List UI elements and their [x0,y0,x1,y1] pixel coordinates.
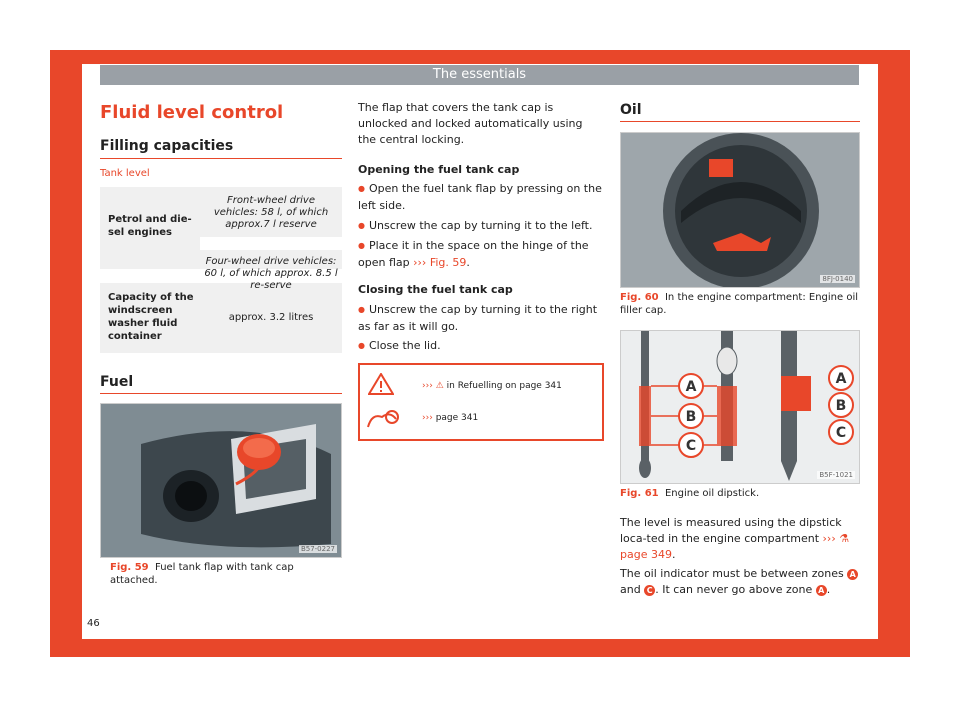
list-item: ● Open the fuel tank flap by pressing on the left side. [358,181,602,214]
warning-ref[interactable]: ››› ⚠ in Refuelling on page 341 [422,381,562,391]
mark-a: A [685,379,697,395]
warning-icon [368,373,394,395]
oil-cap-illustration [621,133,859,287]
dipstick-figure [620,330,860,484]
figure-label: Fig. 60 [620,292,659,303]
mark-b: B [835,398,847,414]
cell-value: Front-wheel drive vehicles: 58 l, of which approx.7 l reserve [213,195,329,230]
intro-paragraph: The flap that covers the tank cap is unlocked and locked automatically using the central locking. [358,101,583,146]
figure-caption [110,561,342,587]
row-label: Petrol and die-sel engines [108,214,192,238]
cell-value: Four-wheel drive vehicles: 60 l, of which approx. 8.5 l re-serve [204,256,338,291]
divider [100,158,342,159]
dipstick-paragraph: The level is measured using the dipstick loca-ted in the engine compartment ››› ⚗ page 349. [620,516,850,561]
environment-ref[interactable]: ››› page 341 [422,413,479,423]
list-item: ● Unscrew the cap by turning it to the right as far as it will go. [358,302,602,335]
environment-icon [366,407,400,431]
table-row [100,187,342,291]
list-item: ● Unscrew the cap by turning it to the left. [358,218,602,235]
list-item: ● Place it in the space on the hinge of the open flap ››› Fig. 59. [358,238,602,271]
oil-heading: Oil [620,102,642,118]
mark-c: C [835,425,847,441]
fuel-heading: Fuel [100,374,134,390]
fuel-flap-figure [100,403,342,558]
warning-box [358,363,604,441]
figure-caption-text: Fuel tank flap with tank cap attached. [110,562,294,586]
zone-a-badge: A [847,569,858,580]
page-title: Fluid level control [100,102,284,123]
figure-caption-text: In the engine compartment: Engine oil filler cap. [620,292,859,316]
capacity-table [100,187,342,353]
mark-c: C [685,438,697,454]
oil-cap-figure [620,132,860,288]
figure-label: Fig. 59 [110,562,149,573]
figure-code: B5F-1021 [819,471,853,479]
figure-caption [620,487,860,500]
figure-caption [620,291,860,317]
page-link[interactable]: page 349 [620,548,672,561]
zone-a-badge: A [816,585,827,596]
divider [200,237,342,250]
figure-label: Fig. 61 [620,488,659,499]
figure-code: B57-0227 [300,545,335,553]
list-item: ● Close the lid. [358,338,602,355]
zone-c-badge: C [644,585,655,596]
figure-caption-text: Engine oil dipstick. [664,488,760,499]
figure-code: 8FJ-0140 [822,275,853,283]
cell-value: approx. 3.2 litres [228,312,314,323]
oil-zone-paragraph: The oil indicator must be between zones A and C . It can never go above zone A . [620,566,860,598]
divider [620,121,860,122]
divider [100,393,342,394]
table-row [100,283,342,353]
page-number: 46 [87,618,100,629]
section-subheading: Filling capacities [100,138,234,154]
fuel-flap-illustration [101,404,341,557]
section-header: The essentials [100,65,859,85]
mark-a: A [835,371,847,387]
table-title: Tank level [100,168,150,179]
warning-icon: ⚠ [435,381,444,391]
closing-heading: Closing the fuel tank cap [358,283,513,296]
row-label: Capacity of the windscreen washer fluid container [108,292,194,342]
opening-heading: Opening the fuel tank cap [358,163,520,176]
environment-icon: ⚗ [839,532,850,545]
dipstick-illustration [621,331,859,483]
mark-b: B [685,409,697,425]
figure-link[interactable]: Fig. 59 [429,256,467,269]
